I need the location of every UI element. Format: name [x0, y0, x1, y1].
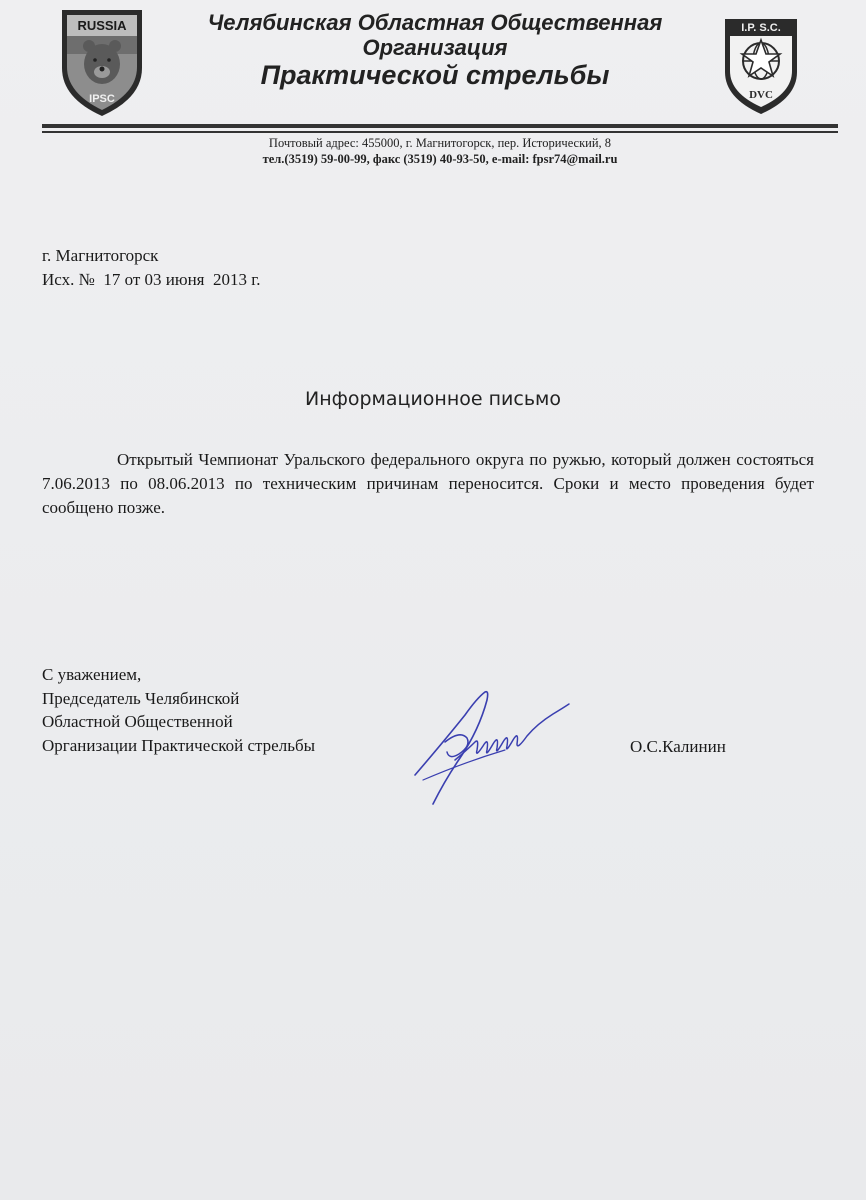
closing-block: [42, 663, 315, 757]
bear-shield-icon: [58, 6, 146, 118]
globe-star-shield-icon: [722, 16, 800, 116]
closing-position-line1: Председатель Челябинской: [42, 688, 240, 708]
logo-left-bottom-text: IPSC: [89, 93, 115, 105]
logo-left-top-text: RUSSIA: [77, 18, 127, 33]
letter-body: Открытый Чемпионат Уральского федерального округа по ружью, который должен состояться 7.06.2013 по 08.06.2013 по техническим причинам переносится. Сроки и место проведения будет сообщено позже.: [42, 450, 814, 517]
logo-right-top-text: I.P. S.C.: [741, 22, 781, 34]
header-divider-thin: [42, 131, 838, 133]
handwritten-signature: [405, 680, 580, 810]
logo-right-bottom-text: DVC: [749, 89, 773, 101]
signer-name: О.С.Калинин: [630, 737, 726, 756]
outgoing-number: Исх. № 17 от 03 июня 2013 г.: [42, 270, 261, 289]
org-name-line3: Практической стрельбы: [260, 60, 610, 90]
letter-city: г. Магнитогорск: [42, 246, 159, 265]
org-name-line2: Организация: [362, 35, 508, 60]
postal-address: Почтовый адрес: 455000, г. Магнитогорск, пер. Исторический, 8: [268, 136, 612, 150]
org-name-line1: Челябинская Областная Общественная: [207, 10, 663, 35]
closing-position-line3: Организации Практической стрельбы: [42, 735, 316, 755]
closing-greeting: С уважением,: [42, 665, 142, 684]
closing-position-line2: Областной Общественной: [42, 712, 233, 731]
header-divider-thick: [42, 124, 838, 128]
contact-info: тел.(3519) 59-00-99, факс (3519) 40-93-50, e-mail: fpsr74@mail.ru: [262, 152, 618, 166]
document-title: Информационное письмо: [304, 388, 562, 410]
